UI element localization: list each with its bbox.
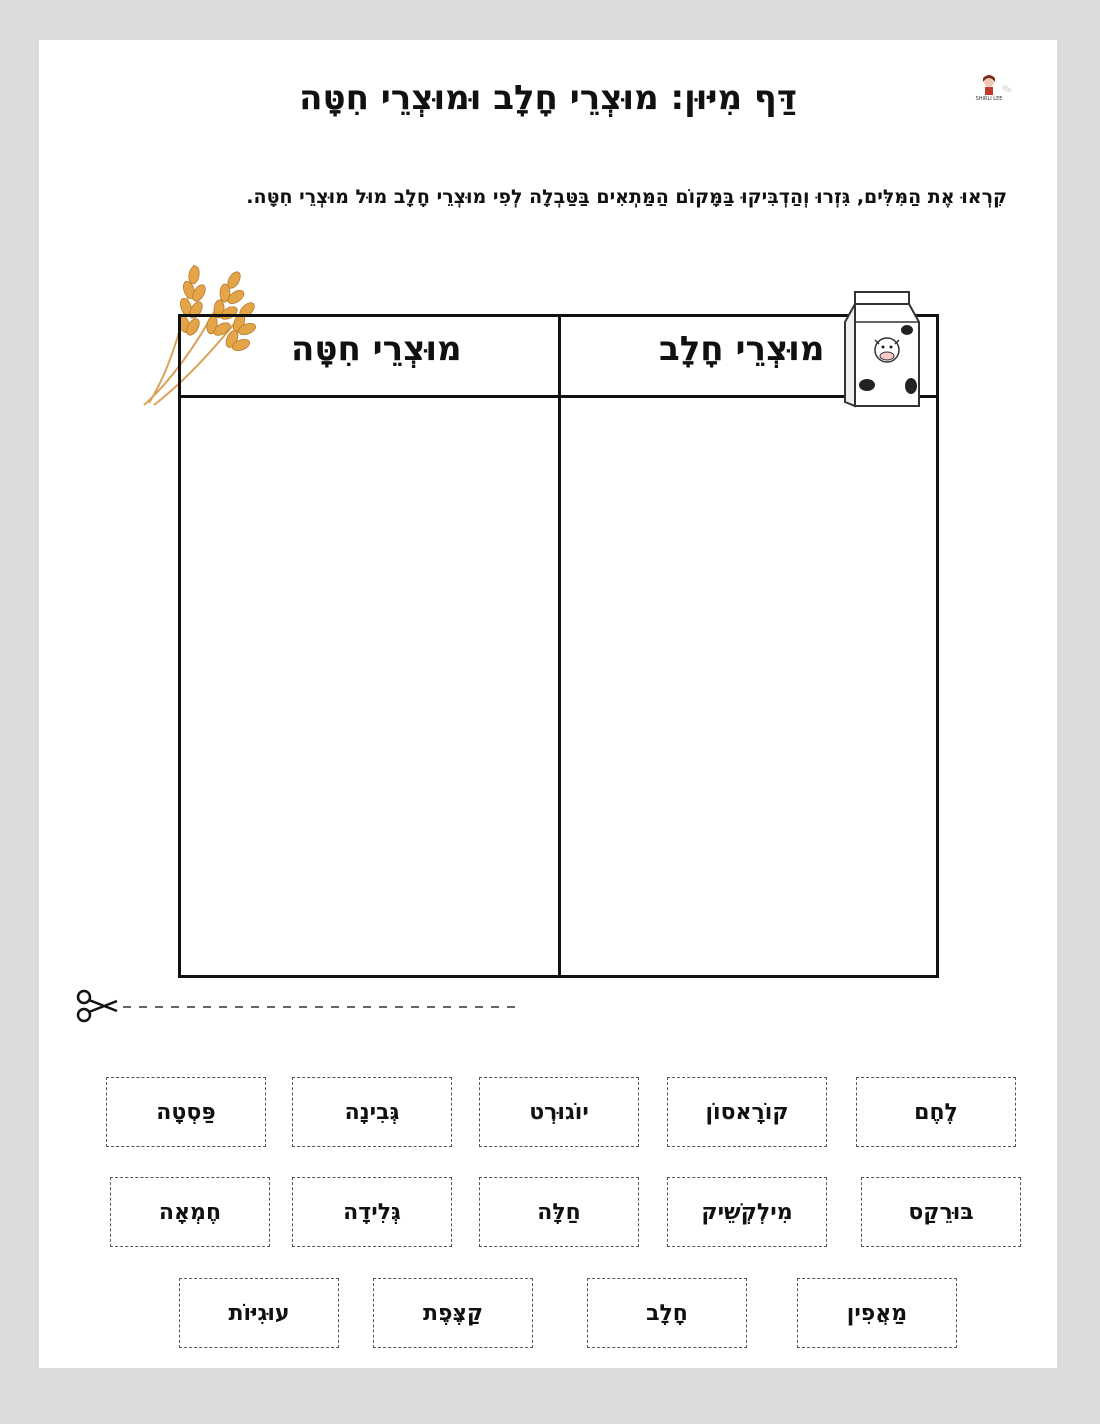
cut-line <box>75 988 515 1024</box>
word-card[interactable]: חָלָב <box>587 1278 747 1348</box>
scissors-icon <box>78 991 117 1021</box>
word-card[interactable]: מַאֲפִין <box>797 1278 957 1348</box>
word-card[interactable]: גְּבִינָה <box>292 1077 452 1147</box>
logo-text: SHIRLI LEE <box>975 96 1003 102</box>
word-card[interactable]: גְּלִידָה <box>292 1177 452 1247</box>
word-card[interactable]: עוּגִיּוֹת <box>179 1278 339 1348</box>
word-card[interactable]: קוֹרָאסוֹן <box>667 1077 827 1147</box>
word-card[interactable]: יוֹגוּרְט <box>479 1077 639 1147</box>
wheat-column-header: מוּצְרֵי חִטָּה <box>291 329 462 369</box>
instructions: קִרְאוּ אֶת הַמִּלִּים, גִּזְרוּ וְהַדְבִּיקוּ בַּמָּקוֹם הַמַּתְאִים בַּטַּבְלָה לְפִי מוּצְרֵי חָלָב מוּל מוּצְרֵי חִטָּה. <box>246 186 1007 208</box>
page-title: דַּף מִיּוּן: מוּצְרֵי חָלָב וּמוּצְרֵי חִטָּה <box>299 78 797 118</box>
column-divider <box>558 317 561 975</box>
word-card[interactable]: חַלָּה <box>479 1177 639 1247</box>
word-card[interactable]: מִילְקְשֵׁיק <box>667 1177 827 1247</box>
word-card[interactable]: קַצֶּפֶת <box>373 1278 533 1348</box>
dairy-column-header: מוּצְרֵי חָלָב <box>659 329 825 369</box>
worksheet-page <box>39 40 1057 1368</box>
sorting-table <box>178 314 939 978</box>
milk-carton-icon <box>837 290 927 410</box>
word-card[interactable]: לֶחֶם <box>856 1077 1016 1147</box>
word-card[interactable]: בּוּרֵקַס <box>861 1177 1021 1247</box>
logo <box>959 74 1019 110</box>
logo-icon <box>959 74 1019 96</box>
word-card[interactable]: חֶמְאָה <box>110 1177 270 1247</box>
word-card[interactable]: פַּסְטָה <box>106 1077 266 1147</box>
